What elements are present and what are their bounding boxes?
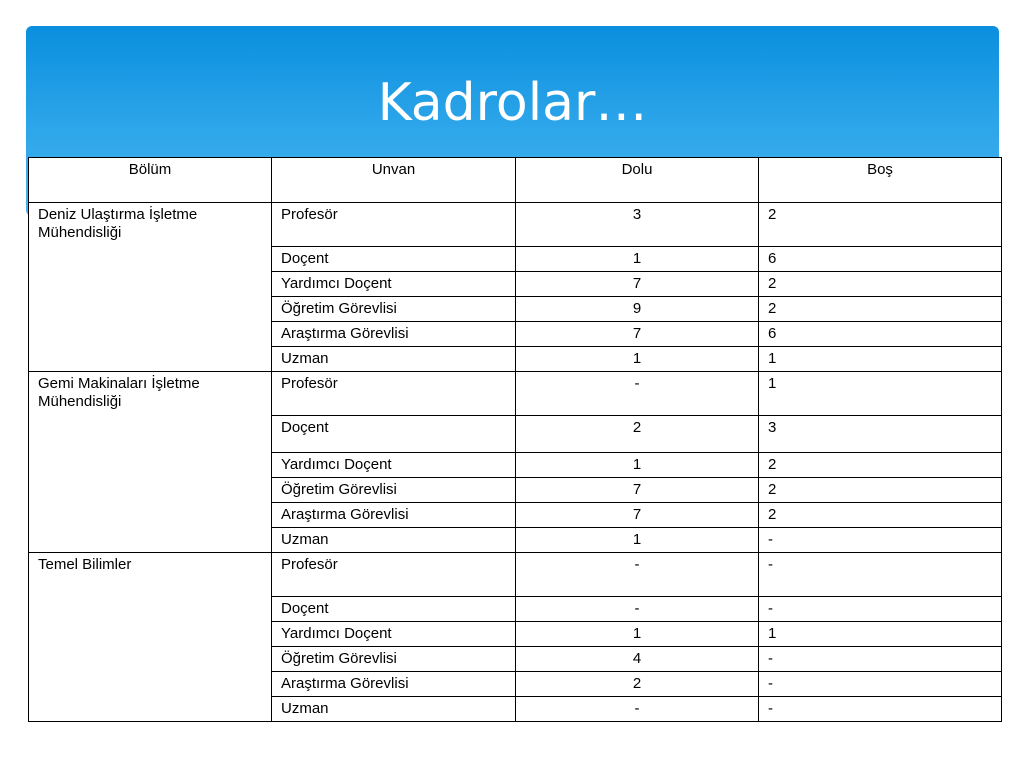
dolu-cell: 1	[516, 528, 759, 553]
dolu-cell: -	[516, 597, 759, 622]
table-row	[29, 553, 1002, 597]
dolu-cell: 2	[516, 672, 759, 697]
dolu-cell: -	[516, 697, 759, 722]
unvan-cell: Öğretim Görevlisi	[272, 478, 516, 503]
bos-cell: 1	[759, 622, 1002, 647]
dolu-cell: 7	[516, 503, 759, 528]
header-unvan: Unvan	[272, 158, 516, 203]
unvan-cell: Araştırma Görevlisi	[272, 322, 516, 347]
bos-cell: 2	[759, 272, 1002, 297]
department-name: Gemi Makinaları İşletme Mühendisliği	[29, 372, 272, 553]
unvan-cell: Yardımcı Doçent	[272, 622, 516, 647]
department-name: Deniz Ulaştırma İşletme Mühendisliği	[29, 203, 272, 372]
dolu-cell: 3	[516, 203, 759, 247]
bos-cell: 1	[759, 372, 1002, 416]
dolu-cell: 1	[516, 453, 759, 478]
dolu-cell: 9	[516, 297, 759, 322]
bos-cell: -	[759, 697, 1002, 722]
unvan-cell: Doçent	[272, 597, 516, 622]
header-bolum: Bölüm	[29, 158, 272, 203]
header-dolu: Dolu	[516, 158, 759, 203]
dolu-cell: 1	[516, 347, 759, 372]
dolu-cell: -	[516, 372, 759, 416]
bos-cell: 2	[759, 297, 1002, 322]
unvan-cell: Uzman	[272, 697, 516, 722]
bos-cell: -	[759, 672, 1002, 697]
bos-cell: 6	[759, 247, 1002, 272]
bos-cell: 2	[759, 203, 1002, 247]
unvan-cell: Araştırma Görevlisi	[272, 503, 516, 528]
dolu-cell: 7	[516, 478, 759, 503]
bos-cell: 2	[759, 453, 1002, 478]
table-row	[29, 372, 1002, 416]
unvan-cell: Profesör	[272, 553, 516, 597]
dolu-cell: 7	[516, 272, 759, 297]
dolu-cell: 1	[516, 247, 759, 272]
bos-cell: 6	[759, 322, 1002, 347]
unvan-cell: Araştırma Görevlisi	[272, 672, 516, 697]
dolu-cell: 7	[516, 322, 759, 347]
staff-table	[28, 157, 1002, 722]
bos-cell: -	[759, 647, 1002, 672]
bos-cell: 3	[759, 416, 1002, 453]
bos-cell: -	[759, 553, 1002, 597]
bos-cell: 2	[759, 478, 1002, 503]
bos-cell: 1	[759, 347, 1002, 372]
bos-cell: -	[759, 597, 1002, 622]
bos-cell: -	[759, 528, 1002, 553]
bos-cell: 2	[759, 503, 1002, 528]
department-name: Temel Bilimler	[29, 553, 272, 722]
unvan-cell: Uzman	[272, 528, 516, 553]
unvan-cell: Profesör	[272, 372, 516, 416]
unvan-cell: Yardımcı Doçent	[272, 272, 516, 297]
dolu-cell: 4	[516, 647, 759, 672]
slide-title: Kadrolar…	[377, 73, 648, 133]
table-header-row	[29, 158, 1002, 203]
unvan-cell: Profesör	[272, 203, 516, 247]
unvan-cell: Uzman	[272, 347, 516, 372]
unvan-cell: Öğretim Görevlisi	[272, 297, 516, 322]
unvan-cell: Öğretim Görevlisi	[272, 647, 516, 672]
dolu-cell: -	[516, 553, 759, 597]
header-bos: Boş	[759, 158, 1002, 203]
table-row	[29, 203, 1002, 247]
unvan-cell: Yardımcı Doçent	[272, 453, 516, 478]
dolu-cell: 1	[516, 622, 759, 647]
dolu-cell: 2	[516, 416, 759, 453]
unvan-cell: Doçent	[272, 416, 516, 453]
unvan-cell: Doçent	[272, 247, 516, 272]
